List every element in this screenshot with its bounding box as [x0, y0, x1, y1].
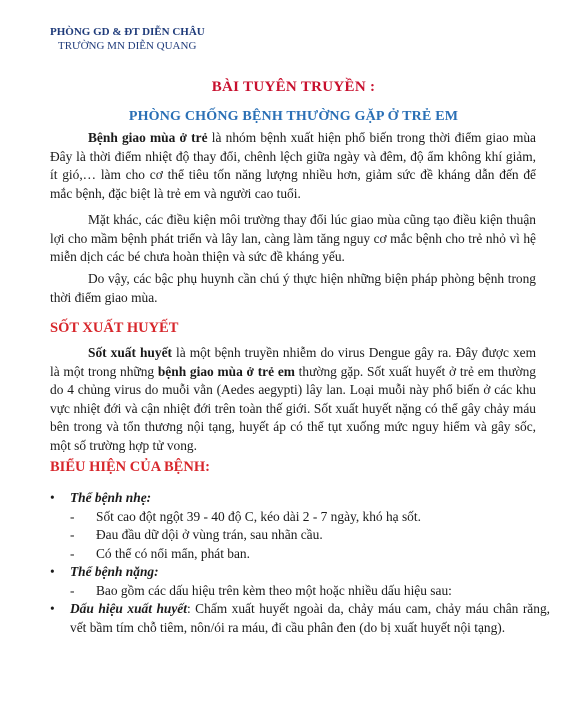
dengue-text-1: là một bệnh truyền nhiễm do virus Dengue gây ra. Đây được xem là một trong những [50, 345, 536, 379]
department-name: PHÒNG GD & ĐT DIỄN CHÂU [50, 26, 205, 38]
dash-icon: - [70, 582, 75, 598]
mild-item-1: Sốt cao đột ngột 39 - 40 độ C, kéo dài 2 - 7 ngày, khó hạ sốt. [96, 508, 421, 524]
bullet-icon: • [50, 490, 55, 505]
intro-paragraph-3: Do vậy, các bậc phụ huynh cần chú ý thực hiện những biện pháp phòng bệnh trong thời điểm giao mùa. [50, 271, 536, 305]
mild-items [70, 508, 550, 564]
severe-items [70, 582, 550, 601]
symptom-list [50, 489, 550, 637]
school-name: TRƯỜNG MN DIỄN QUANG [58, 40, 197, 52]
mild-item-2: Đau đầu dữ dội ở vùng trán, sau nhãn cầu. [96, 527, 323, 542]
document-header [50, 25, 205, 53]
intro-paragraph-2: Mặt khác, các điều kiện môi trường thay đổi lúc giao mùa cũng tạo điều kiện thuận lợi cho mầm bệnh phát triển và lây lan, càng làm tăng nguy cơ mắc bệnh cho trẻ nhỏ vì hệ miễn dịch các bé chưa hoàn thiện và sức đề kháng yếu. [50, 212, 536, 264]
document-title: BÀI TUYÊN TRUYỀN : [211, 79, 376, 95]
section-heading-dengue: SỐT XUẤT HUYẾT [50, 320, 179, 336]
dengue-bold-term-2: bệnh giao mùa ở trẻ em [157, 363, 295, 379]
mild-label: Thể bệnh nhẹ: [70, 490, 152, 505]
intro-text-1: là nhóm bệnh xuất hiện phổ biến trong thời điểm giao mùa Đây là thời điểm nhiệt độ thay đổi, chênh lệch giữa ngày và đêm, độ ẩm không khí giảm, ít gió,… làm cho cơ thể tiêu tốn năng lượng nhiều hơn, giảm sức đề kháng dẫn đến để mắc bệnh, đặc biệt là trẻ em và người cao tuổi. [50, 130, 537, 201]
intro-bold-term: Bệnh giao mùa ở trẻ [88, 130, 208, 145]
list-item-severe [50, 563, 550, 600]
dash-icon: - [70, 508, 75, 524]
intro-paragraph-1 [50, 129, 536, 203]
mild-item-3: Có thể có nổi mẩn, phát ban. [96, 545, 250, 561]
severe-label: Thể bệnh nặng: [70, 564, 159, 579]
list-item-bleeding-signs [50, 600, 550, 637]
list-item [70, 582, 550, 601]
dash-icon: - [70, 545, 75, 561]
dengue-bold-term: Sốt xuất huyết [88, 345, 172, 360]
document-subtitle: PHÒNG CHỐNG BỆNH THƯỜNG GẶP Ở TRẺ EM [128, 109, 459, 124]
section-heading-symptoms: BIỂU HIỆN CỦA BỆNH: [50, 459, 210, 475]
bullet-icon: • [50, 564, 55, 579]
severe-item-1: Bao gồm các dấu hiệu trên kèm theo một hoặc nhiều dấu hiệu sau: [96, 582, 452, 598]
list-item [70, 526, 550, 545]
dengue-text-2: thường gặp. Sốt xuất huyết ở trẻ em thường do 4 chủng virus do muỗi vằn (Aedes aegypti) lây lan. Loại muỗi này phổ biến ở các khu vực nhiệt đới và cận nhiệt đới trên toàn thế giới. Sốt xuất huyết nặng có thể gây chảy máu bên trong và tổn thương nội tạng, huyết áp có thể tụt xuống mức nguy hiểm và gây sốc, một số trường hợp tử vong. [50, 363, 536, 453]
dash-icon: - [70, 527, 75, 542]
bleeding-text: : Chấm xuất huyết ngoài da, chảy máu cam, chảy máu chân răng, vết bầm tím chỗ tiêm, nôn/ói ra máu, đi cầu phân đen (do bị xuất huyết nội tạng). [70, 601, 550, 635]
bleeding-label: Dấu hiệu xuất huyết [70, 601, 187, 616]
dengue-paragraph [50, 344, 536, 455]
list-item-mild [50, 489, 550, 563]
bullet-icon: • [50, 601, 55, 616]
list-item [70, 508, 550, 527]
list-item [70, 545, 550, 564]
